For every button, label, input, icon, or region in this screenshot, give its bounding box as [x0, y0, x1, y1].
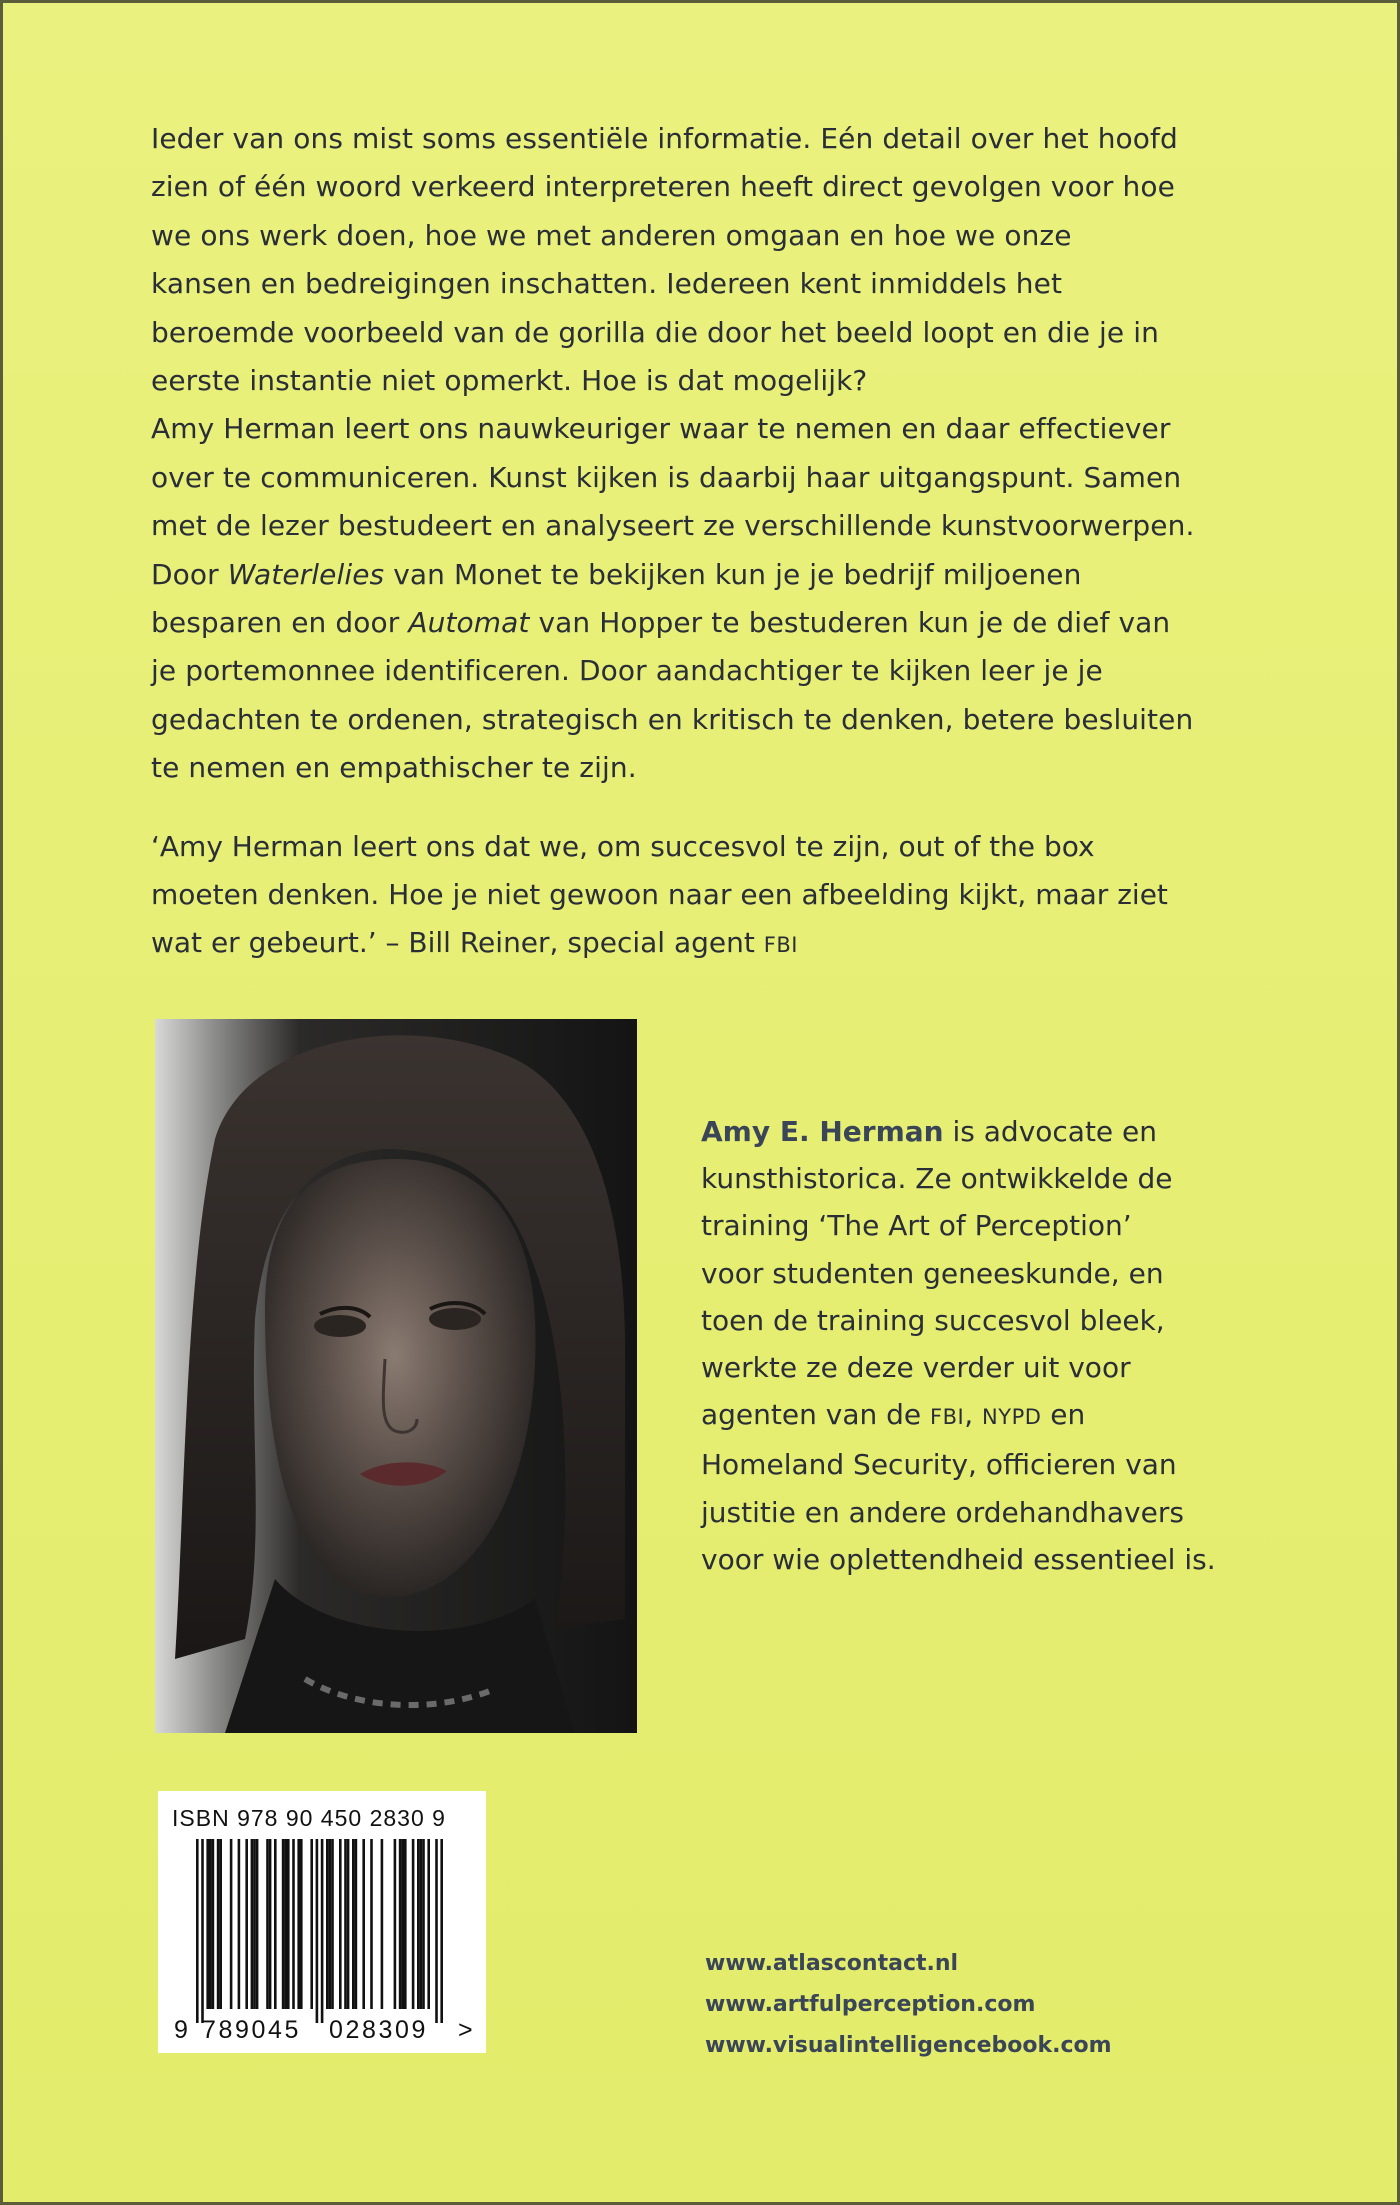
artwork-title: Waterlelies: [227, 557, 385, 591]
barcode-bar: [230, 1839, 233, 2009]
bio-line: werkte ze deze verder uit voor: [701, 1351, 1131, 1385]
bio-line: voor wie oplettendheid essentieel is.: [701, 1542, 1216, 1576]
barcode-bar: [435, 1839, 438, 2023]
blurb-line: Ieder van ons mist soms essentiële informatie. Eén detail over het hoofd: [151, 122, 1178, 155]
blurb-text-fragment: besparen en door: [151, 606, 409, 640]
blurb-line: met de lezer bestudeert en analyseert ze verschillende kunstvoorwerpen.: [151, 509, 1195, 543]
bio-line: kunsthistorica. Ze ontwikkelde de: [701, 1162, 1173, 1196]
barcode-bar: [253, 1839, 256, 2009]
blurb-text-fragment: van Monet te bekijken kun je je bedrijf miljoenen: [384, 557, 1082, 591]
author-photo: [155, 1019, 637, 1733]
barcode-bar: [287, 1839, 290, 2009]
barcode-bar: [310, 1839, 313, 2009]
barcode-quiet-zone-mark: >: [458, 2016, 473, 2044]
organization-abbreviation: NYPD: [982, 1405, 1042, 1430]
barcode-bar: [201, 1839, 204, 2023]
barcode-bar: [282, 1839, 285, 2009]
organization-abbreviation: FBI: [930, 1405, 965, 1430]
bio-text-fragment: en: [1041, 1398, 1086, 1432]
barcode-bar: [251, 1839, 254, 2009]
quote-line: moeten denken. Hoe je niet gewoon naar een afbeelding kijkt, maar ziet: [151, 878, 1168, 911]
website-link: www.atlascontact.nl: [705, 1951, 959, 1976]
barcode-bar: [394, 1839, 397, 2009]
barcode-bar: [266, 1839, 269, 2009]
barcode-bar: [245, 1839, 248, 2009]
barcode-bar: [329, 1839, 332, 2009]
blurb-line: je portemonnee identificeren. Door aandachtiger te kijken leer je je: [151, 654, 1103, 688]
isbn-number: ISBN 978 90 450 2830 9: [172, 1805, 446, 1831]
barcode-bar: [417, 1839, 420, 2009]
blurb-line: Amy Herman leert ons nauwkeuriger waar te nemen en daar effectiever: [151, 412, 1171, 446]
barcode-bar: [206, 1839, 209, 2009]
bio-line: training ‘The Art of Perception’: [701, 1209, 1132, 1243]
barcode-bar: [219, 1839, 222, 2009]
barcode-right-digits: 028309: [329, 2016, 429, 2044]
blurb-line: eerste instantie niet opmerkt. Hoe is dat mogelijk?: [151, 364, 868, 398]
quote-line: [151, 919, 1211, 969]
website-link: www.visualintelligencebook.com: [705, 2033, 1112, 2058]
barcode-bar: [217, 1839, 220, 2009]
barcode-bar: [381, 1839, 384, 2009]
website-links: [705, 1943, 1112, 2066]
bio-line: justitie en andere ordehandhavers: [701, 1495, 1184, 1529]
barcode-bar: [401, 1839, 404, 2009]
bio-text-fragment: ,: [964, 1398, 983, 1432]
barcode-bar: [362, 1839, 365, 2009]
barcode-bar: [347, 1839, 350, 2009]
bio-line: Homeland Security, officieren van: [701, 1448, 1177, 1482]
blurb-text-fragment: Door: [151, 557, 228, 591]
bio-line: toen de training succesvol bleek,: [701, 1303, 1165, 1337]
organization-abbreviation: FBI: [763, 933, 798, 957]
artwork-title: Automat: [408, 606, 530, 640]
barcode-bar: [321, 1839, 324, 2023]
blurb-text-fragment: van Hopper te bestuderen kun je de dief van: [529, 606, 1171, 640]
website-link: www.artfulperception.com: [705, 1992, 1036, 2017]
bio-text-fragment: is advocate en: [943, 1115, 1158, 1148]
blurb-line: over te communiceren. Kunst kijken is daarbij haar uitgangspunt. Samen: [151, 460, 1182, 494]
blurb-line: te nemen en empathischer te zijn.: [151, 751, 637, 785]
barcode-bar: [316, 1839, 319, 2023]
blurb-line: we ons werk doen, hoe we met anderen omgaan en hoe we onze: [151, 218, 1072, 252]
blurb-line: [151, 551, 1211, 599]
blurb-line: kansen en bedreigingen inschatten. Iedereen kent inmiddels het: [151, 267, 1063, 301]
blurb-text: [151, 115, 1211, 793]
barcode-bar: [352, 1839, 355, 2009]
barcode-bar: [420, 1839, 423, 2009]
barcode-bar: [209, 1839, 212, 2009]
quote-attribution: wat er gebeurt.’ – Bill Reiner, special agent: [151, 926, 764, 959]
barcode-bar: [404, 1839, 407, 2009]
barcode-left-digits: 789045: [202, 2016, 302, 2044]
barcode-bar: [344, 1839, 347, 2009]
barcode-bar: [331, 1839, 334, 2009]
barcode-bar: [297, 1839, 300, 2009]
barcode-bar: [292, 1839, 295, 2009]
barcode-bar: [274, 1839, 277, 2009]
bio-line: [701, 1391, 1261, 1441]
blurb-line: zien of één woord verkeerd interpreteren heeft direct gevolgen voor hoe: [151, 170, 1175, 204]
barcode-bar: [300, 1839, 303, 2009]
author-name: Amy E. Herman: [701, 1115, 944, 1148]
barcode-bar: [399, 1839, 402, 2009]
barcode-bar: [238, 1839, 241, 2009]
barcode-bar: [427, 1839, 430, 2009]
barcode-bars: [196, 1839, 443, 2023]
barcode-bar: [370, 1839, 373, 2009]
barcode-bar: [269, 1839, 272, 2009]
bio-text-fragment: agenten van de: [701, 1398, 931, 1432]
author-bio: [701, 1108, 1261, 1583]
author-portrait-image: [155, 1019, 637, 1733]
barcode-bar: [339, 1839, 342, 2009]
blurb-line: gedachten te ordenen, strategisch en kritisch te denken, betere besluiten: [151, 702, 1194, 736]
bio-line: voor studenten geneeskunde, en: [701, 1256, 1164, 1290]
endorsement-quote: [151, 823, 1211, 969]
barcode-bar: [422, 1839, 425, 2009]
barcode-bar: [412, 1839, 415, 2009]
barcode-bar: [256, 1839, 259, 2009]
barcode-bar: [284, 1839, 287, 2009]
barcode-bar: [326, 1839, 329, 2009]
barcode-bar: [212, 1839, 215, 2009]
quote-line: ‘Amy Herman leert ons dat we, om succesvol te zijn, out of the box: [151, 830, 1095, 863]
bio-line: [701, 1108, 1261, 1155]
barcode-bar: [440, 1839, 443, 2023]
isbn-barcode: [158, 1791, 486, 2053]
blurb-line: [151, 599, 1211, 647]
blurb-line: beroemde voorbeeld van de gorilla die door het beeld loopt en die je in: [151, 315, 1159, 349]
barcode-bar: [355, 1839, 358, 2009]
barcode-bar: [196, 1839, 199, 2023]
barcode-lead-digit: 9: [174, 2016, 188, 2044]
